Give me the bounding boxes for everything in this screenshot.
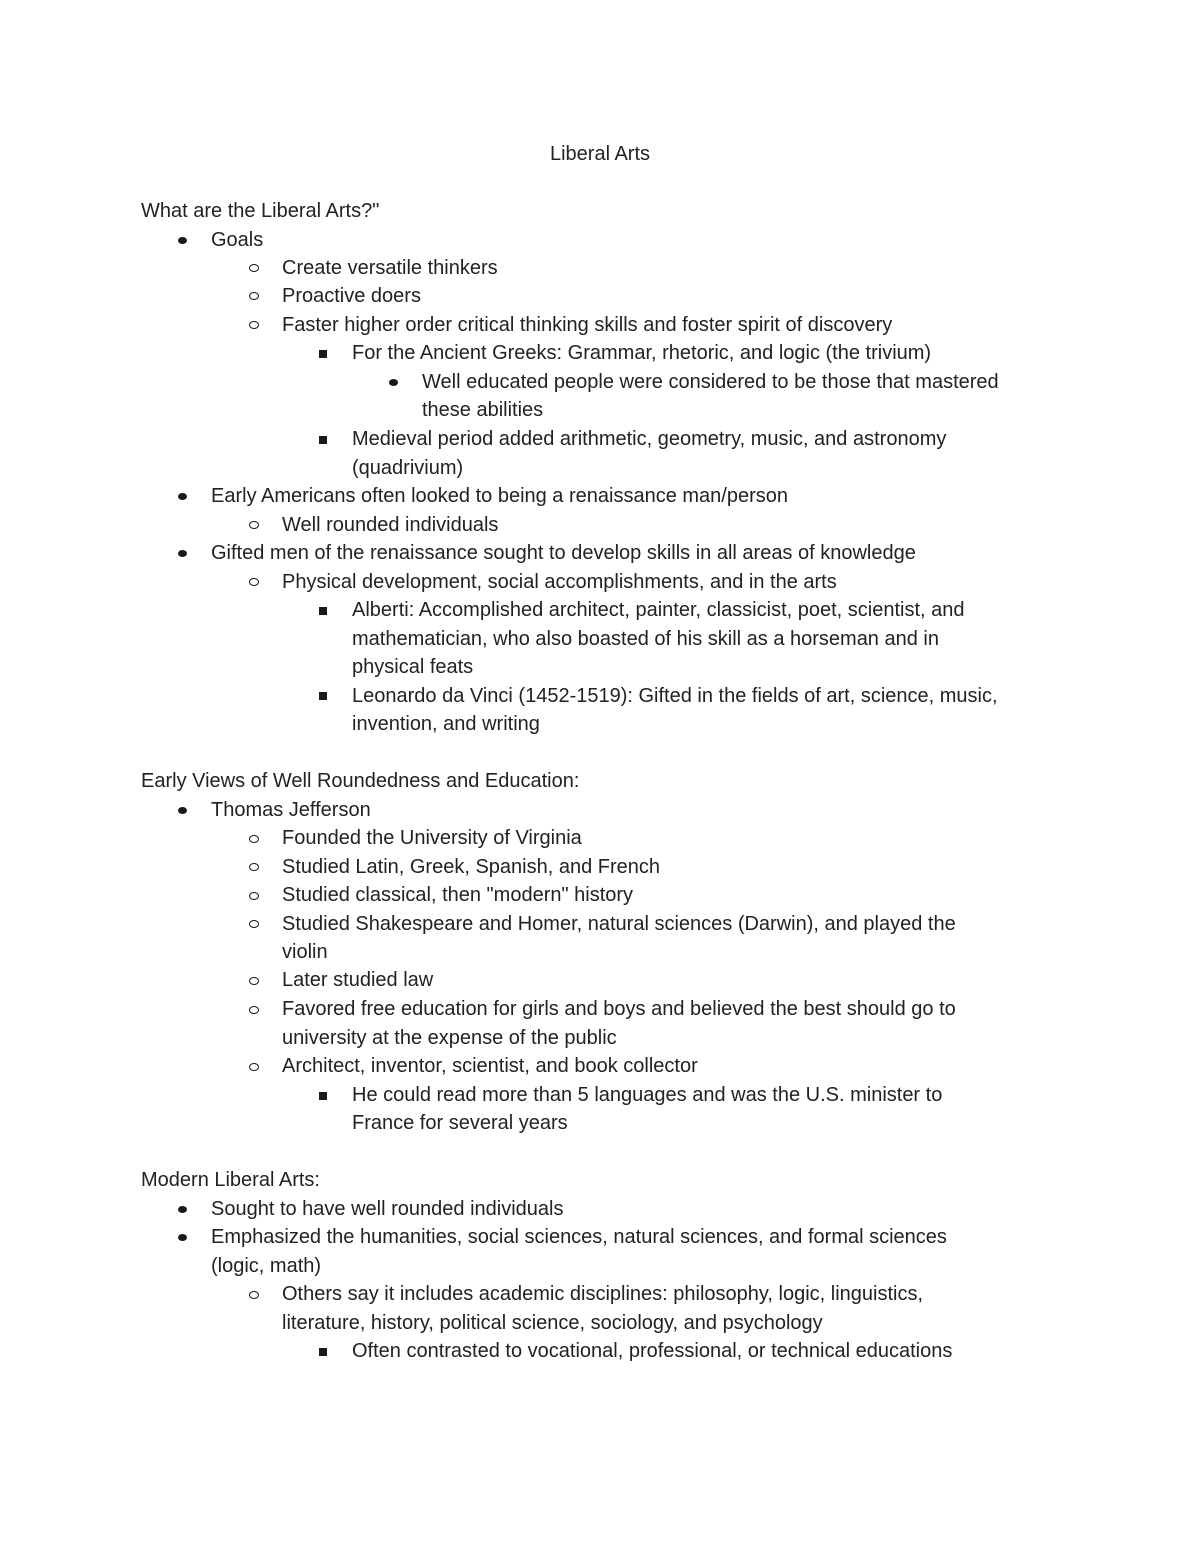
list-item: Studied classical, then "modern" history — [282, 884, 634, 906]
list-item-continued: France for several years — [352, 1112, 568, 1134]
list-item: Proactive doers — [282, 285, 421, 307]
list-item: Emphasized the humanities, social sciences, natural sciences, and formal sciences — [211, 1226, 947, 1248]
disc-bullet-icon — [178, 807, 187, 814]
circle-bullet-icon — [249, 1291, 259, 1299]
list-item: Alberti: Accomplished architect, painter, classicist, poet, scientist, and — [352, 599, 965, 621]
list-item-continued: university at the expense of the public — [282, 1027, 617, 1049]
circle-bullet-icon — [249, 578, 259, 586]
disc-bullet-icon — [178, 237, 187, 244]
list-item: Leonardo da Vinci (1452-1519): Gifted in the fields of art, science, music, — [352, 685, 998, 707]
disc-bullet-icon — [178, 550, 187, 557]
circle-bullet-icon — [249, 292, 259, 300]
circle-bullet-icon — [249, 1006, 259, 1014]
list-item: For the Ancient Greeks: Grammar, rhetoric, and logic (the trivium) — [352, 342, 932, 364]
list-item: Create versatile thinkers — [282, 257, 498, 279]
circle-bullet-icon — [249, 264, 259, 272]
list-item: Physical development, social accomplishments, and in the arts — [282, 571, 837, 593]
list-item: Later studied law — [282, 969, 434, 991]
circle-bullet-icon — [249, 521, 259, 529]
section-heading: Early Views of Well Roundedness and Education: — [141, 770, 580, 792]
list-item: Well educated people were considered to be those that mastered — [422, 371, 999, 393]
document-title: Liberal Arts — [549, 143, 651, 165]
circle-bullet-icon — [249, 920, 259, 928]
square-bullet-icon — [319, 607, 327, 615]
circle-bullet-icon — [249, 892, 259, 900]
circle-bullet-icon — [249, 321, 259, 329]
list-item: Often contrasted to vocational, professional, or technical educations — [352, 1340, 953, 1362]
list-item: Sought to have well rounded individuals — [211, 1198, 564, 1220]
disc-bullet-icon — [178, 1234, 187, 1241]
list-item: Faster higher order critical thinking skills and foster spirit of discovery — [282, 314, 893, 336]
list-item: Medieval period added arithmetic, geometry, music, and astronomy — [352, 428, 947, 450]
list-item: He could read more than 5 languages and was the U.S. minister to — [352, 1084, 943, 1106]
list-item: Founded the University of Virginia — [282, 827, 582, 849]
square-bullet-icon — [319, 350, 327, 358]
list-item-continued: mathematician, who also boasted of his skill as a horseman and in — [352, 628, 939, 650]
square-bullet-icon — [319, 1092, 327, 1100]
circle-bullet-icon — [249, 835, 259, 843]
circle-bullet-icon — [249, 977, 259, 985]
square-bullet-icon — [319, 436, 327, 444]
list-item: Others say it includes academic disciplines: philosophy, logic, linguistics, — [282, 1283, 924, 1305]
disc-bullet-icon — [178, 1206, 187, 1213]
list-item-continued: (quadrivium) — [352, 457, 464, 479]
list-item: Well rounded individuals — [282, 514, 499, 536]
list-item: Thomas Jefferson — [211, 799, 371, 821]
list-item: Gifted men of the renaissance sought to develop skills in all areas of knowledge — [211, 542, 916, 564]
list-item-continued: invention, and writing — [352, 713, 540, 735]
list-item: Studied Shakespeare and Homer, natural sciences (Darwin), and played the — [282, 913, 956, 935]
list-item-continued: violin — [282, 941, 328, 963]
list-item: Favored free education for girls and boys and believed the best should go to — [282, 998, 956, 1020]
list-item: Early Americans often looked to being a renaissance man/person — [211, 485, 789, 507]
list-item-continued: these abilities — [422, 399, 544, 421]
circle-bullet-icon — [249, 863, 259, 871]
square-bullet-icon — [319, 692, 327, 700]
square-bullet-icon — [319, 1348, 327, 1356]
list-item: Architect, inventor, scientist, and book collector — [282, 1055, 698, 1077]
list-item: Studied Latin, Greek, Spanish, and French — [282, 856, 661, 878]
disc-bullet-icon — [389, 379, 398, 386]
list-item-continued: literature, history, political science, sociology, and psychology — [282, 1312, 823, 1334]
list-item: Goals — [211, 229, 264, 251]
list-item-continued: (logic, math) — [211, 1255, 322, 1277]
disc-bullet-icon — [178, 493, 187, 500]
circle-bullet-icon — [249, 1063, 259, 1071]
list-item-continued: physical feats — [352, 656, 474, 678]
section-heading: What are the Liberal Arts?" — [141, 200, 380, 222]
section-heading: Modern Liberal Arts: — [141, 1169, 320, 1191]
